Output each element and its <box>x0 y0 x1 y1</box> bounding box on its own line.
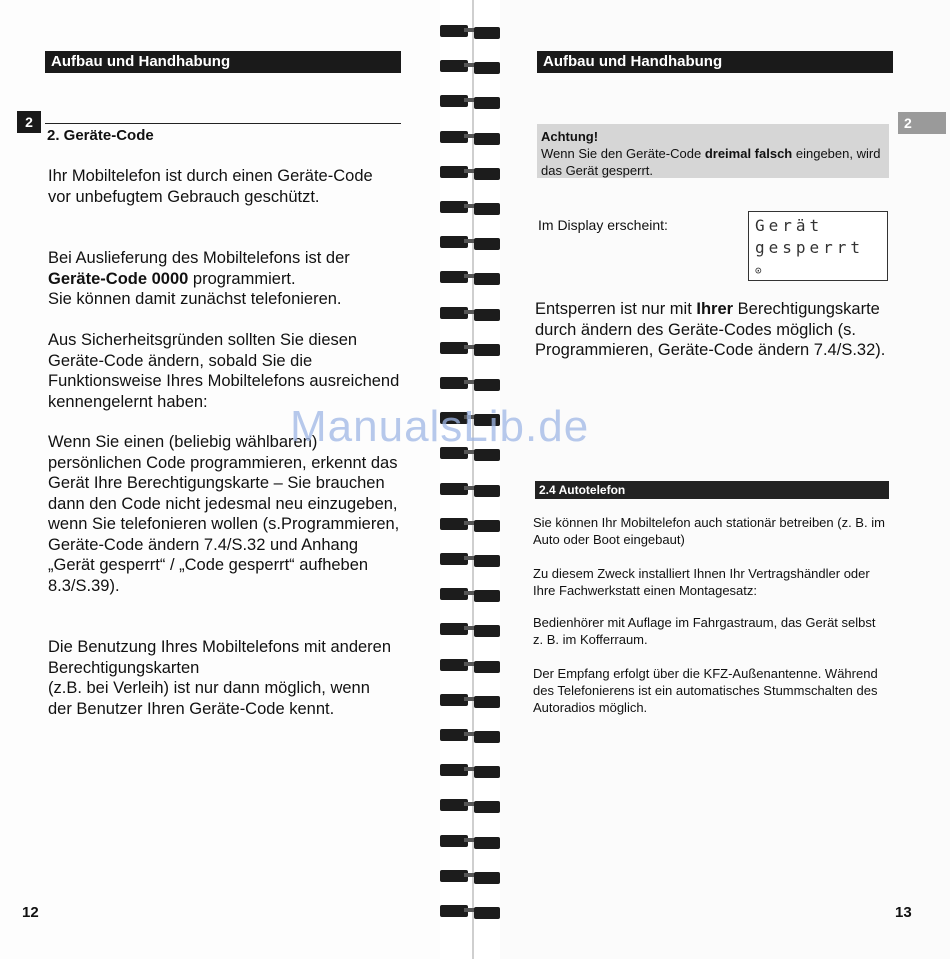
spiral-coil <box>440 761 500 779</box>
spiral-coil <box>440 92 500 110</box>
spiral-coil <box>440 57 500 75</box>
right-page-number: 13 <box>895 904 912 921</box>
delivery-text: Bei Auslieferung des Mobiltelefons ist der <box>48 249 350 267</box>
paragraph-other-cards <box>48 637 398 719</box>
paragraph-intro: Ihr Mobiltelefon ist durch einen Geräte-Code vor unbefugtem Gebrauch geschützt. <box>48 167 373 206</box>
default-code: Geräte-Code 0000 <box>48 269 189 288</box>
delivery-text-end: programmiert. <box>188 269 296 288</box>
unlock-text: Entsperren ist nur mit <box>535 300 697 318</box>
paragraph-installation: Zu diesem Zweck installiert Ihnen Ihr Vertragshändler oder Ihre Fachwerkstatt einen Montagesatz: <box>533 566 870 598</box>
paragraph-handset: Bedienhörer mit Auflage im Fahrgastraum, das Gerät selbst z. B. im Kofferraum. <box>533 615 876 647</box>
left-tab-number: 2 <box>25 114 33 130</box>
display-label: Im Display erscheint: <box>538 217 668 233</box>
right-header-text: Aufbau und Handhabung <box>543 53 723 70</box>
spiral-coil <box>440 902 500 920</box>
spiral-coil <box>440 796 500 814</box>
spiral-coil <box>440 233 500 251</box>
lcd-line-1: Gerät <box>755 216 824 235</box>
right-page-header <box>537 51 893 73</box>
spiral-binding <box>436 0 506 959</box>
subsection-header <box>535 481 889 499</box>
left-header-text: Aufbau und Handhabung <box>51 53 231 70</box>
spiral-coil <box>440 620 500 638</box>
spiral-coil <box>440 198 500 216</box>
spiral-coil <box>440 832 500 850</box>
other-cards-line1: Die Benutzung Ihres Mobiltelefons mit anderen Berechtigungskarten <box>48 638 392 677</box>
warning-text-end: eingeben, wird das Gerät gesperrt. <box>541 146 881 178</box>
spiral-coil <box>440 585 500 603</box>
paragraph-unlock <box>535 299 895 361</box>
lcd-display <box>748 211 888 281</box>
spiral-coil <box>440 691 500 709</box>
warning-box <box>537 124 889 178</box>
spiral-coil <box>440 726 500 744</box>
spiral-coil <box>440 374 500 392</box>
spiral-coil <box>440 515 500 533</box>
spiral-coil <box>440 128 500 146</box>
delivery-text-line2: Sie können damit zunächst telefonieren. <box>48 290 342 308</box>
right-tab-number: 2 <box>904 115 912 131</box>
right-page <box>500 0 950 959</box>
left-chapter-tab <box>17 111 41 133</box>
spiral-coil <box>440 268 500 286</box>
warning-bold: dreimal falsch <box>704 146 793 161</box>
spiral-coil <box>440 304 500 322</box>
right-chapter-tab <box>898 112 946 134</box>
left-page-number: 12 <box>22 904 39 921</box>
spiral-coil <box>440 867 500 885</box>
lcd-line-2: gesperrt <box>755 238 865 257</box>
paragraph-delivery <box>48 248 408 310</box>
watermark-logo: ManualsLib.de <box>290 402 590 451</box>
other-cards-line2: (z.B. bei Verleih) ist nur dann möglich, wenn der Benutzer Ihren Geräte-Code kennt. <box>48 679 370 718</box>
warning-title: Achtung! <box>541 129 599 144</box>
section-title: 2. Geräte-Code <box>47 127 154 144</box>
paragraph-antenna: Der Empfang erfolgt über die KFZ-Außenantenne. Während des Telefonierens ist ein automatisches Stummschalten des Autoradios möglich. <box>533 666 878 715</box>
spiral-coil <box>440 656 500 674</box>
paragraph-security: Aus Sicherheitsgründen sollten Sie diesen Geräte-Code ändern, sobald Sie die Funktionsweise Ihres Mobiltelefons ausreichend kennengelernt haben: <box>48 331 400 411</box>
paragraph-stationary: Sie können Ihr Mobiltelefon auch stationär betreiben (z. B. im Auto oder Boot eingebaut) <box>533 515 885 547</box>
spiral-coil <box>440 480 500 498</box>
spiral-coil <box>440 550 500 568</box>
spiral-coil <box>440 22 500 40</box>
subsection-title: 2.4 Autotelefon <box>539 483 626 497</box>
section-divider <box>45 123 401 124</box>
unlock-bold: Ihrer <box>696 300 734 318</box>
unlock-text-end: Berechtigungskarte durch ändern des Geräte-Codes möglich (s. Programmieren, Geräte-Code ändern 7.4/S.32). <box>535 300 886 359</box>
spiral-coil <box>440 163 500 181</box>
lcd-symbol-icon: ⊙ <box>755 264 762 277</box>
left-page-header <box>45 51 401 73</box>
warning-text: Wenn Sie den Geräte-Code <box>541 146 705 161</box>
paragraph-personal-code: Wenn Sie einen (beliebig wählbaren) persönlichen Code programmieren, erkennt das Gerät Ihre Berechtigungskarte – Sie brauchen dann den Code nicht jedesmal neu einzugeben, wenn Sie telefonieren wollen (s.Programmieren, Geräte-Code ändern 7.4/S.32 und Anhang „Gerät gesperrt“ / „Code gesperrt“ aufheben 8.3/S.39). <box>48 433 400 595</box>
left-page <box>0 0 440 959</box>
spiral-coil <box>440 339 500 357</box>
